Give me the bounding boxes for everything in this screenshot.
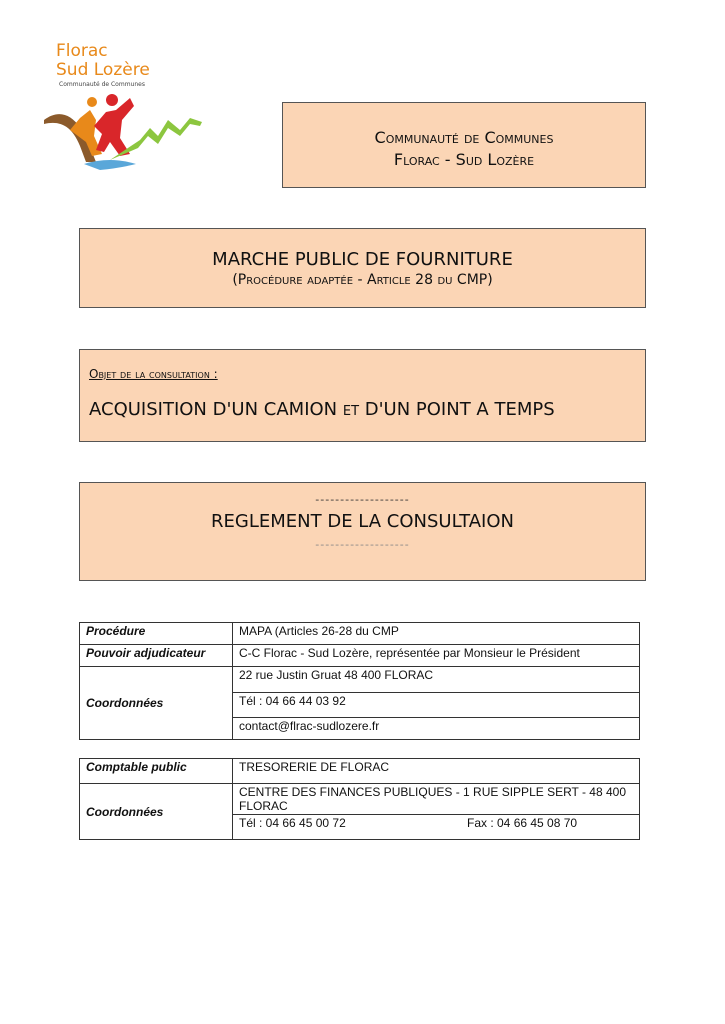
coord2-label: Coordonnées: [80, 784, 233, 840]
marche-box: [79, 228, 646, 308]
table-row: [80, 645, 640, 667]
phone-value: Tél : 04 66 44 03 92: [233, 693, 640, 718]
objet-title-part3: D'UN POINT A TEMPS: [359, 399, 555, 420]
coord-label: Coordonnées: [80, 667, 233, 740]
address-value: 22 rue Justin Gruat 48 400 FLORAC: [233, 667, 640, 693]
comptable-label: Comptable public: [80, 759, 233, 784]
table-row: [80, 784, 640, 815]
dashes-bottom: -------------------: [315, 538, 410, 551]
org-line1: Communauté de Communes: [374, 128, 554, 147]
address2-value: CENTRE DES FINANCES PUBLIQUES - 1 RUE SIPPLE SERT - 48 400 FLORAC: [233, 784, 640, 815]
procedure-label: Procédure: [80, 623, 233, 645]
reglement-title: REGLEMENT DE LA CONSULTAION: [211, 511, 514, 532]
info-table: [79, 622, 640, 740]
organization-box: [282, 102, 646, 188]
marche-title: MARCHE PUBLIC DE FOURNITURE: [212, 249, 513, 270]
objet-box: [79, 349, 646, 442]
table-row: [80, 759, 640, 784]
logo-figures-icon: [40, 90, 210, 175]
phone2-value: Tél : 04 66 45 00 72: [239, 816, 346, 830]
objet-title-part2: et: [342, 399, 360, 420]
email-value: contact@flrac-sudlozere.fr: [233, 718, 640, 740]
fax-value: Fax : 04 66 45 08 70: [467, 816, 578, 830]
objet-title-part1: ACQUISITION D'UN CAMION: [89, 399, 343, 420]
logo-line2: Sud Lozère: [56, 60, 150, 80]
table-row: [80, 623, 640, 645]
objet-label: Objet de la consultation :: [89, 367, 218, 381]
comptable-table: [79, 758, 640, 840]
logo: [40, 42, 210, 177]
objet-title: [89, 399, 645, 420]
pouvoir-label: Pouvoir adjudicateur: [80, 645, 233, 667]
procedure-value: MAPA (Articles 26-28 du CMP: [233, 623, 640, 645]
phone-fax-cell: [233, 815, 640, 840]
comptable-value: TRESORERIE DE FLORAC: [233, 759, 640, 784]
org-line2: Florac - Sud Lozère: [393, 150, 535, 169]
table-row: [80, 667, 640, 693]
logo-subtitle: Communauté de Communes: [59, 81, 145, 88]
marche-subtitle: (Procédure adaptée - Article 28 du CMP): [232, 272, 493, 288]
reglement-box: [79, 482, 646, 581]
pouvoir-value: C-C Florac - Sud Lozère, représentée par Monsieur le Président: [233, 645, 640, 667]
dashes-top: -------------------: [315, 493, 410, 506]
logo-line1: Florac: [56, 41, 108, 61]
